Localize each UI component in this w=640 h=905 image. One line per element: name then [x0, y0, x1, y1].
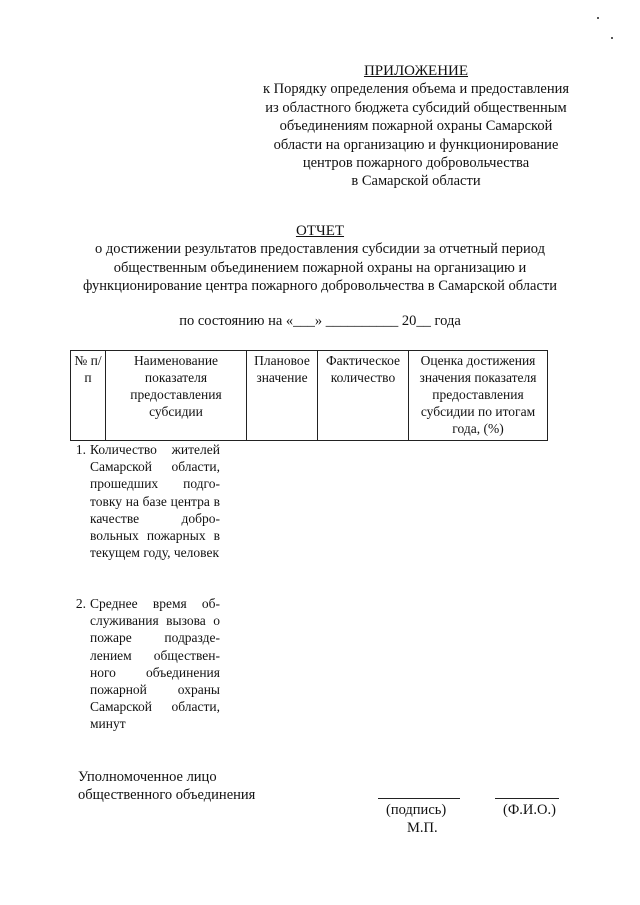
- row-indicator-name: Среднее время об-служивания вызова о пожаре подразде-лением обществен-ного объединения пожарной охраны Самарской области, минут: [90, 596, 220, 732]
- appendix-block: [248, 62, 584, 191]
- report-subtitle-line: о достижении результатов предоставления субсидии за отчетный период: [95, 241, 545, 258]
- appendix-line: к Порядку определения объема и предоставления: [262, 81, 570, 98]
- header-actual-count: Фактическое количество: [318, 351, 409, 441]
- table-row: [60, 441, 260, 581]
- authorized-line: Уполномоченное лицо: [78, 769, 217, 785]
- authorized-line: общественного объединения: [78, 787, 256, 803]
- header-achievement-estimate: Оценка достижения значения показателя предоставления субсидии по итогам года, (%): [409, 351, 548, 441]
- table-row: [60, 595, 260, 735]
- stamp-caption: М.П.: [407, 820, 438, 836]
- row-number: 2.: [75, 596, 86, 611]
- appendix-line: объединениям пожарной охраны Самарской: [279, 118, 553, 135]
- appendix-line: области на организацию и функционирование: [273, 136, 559, 153]
- signature-caption: (подпись): [386, 802, 447, 818]
- row-number: 1.: [75, 442, 86, 457]
- name-line: [495, 798, 559, 799]
- report-subtitle-line: функционирование центра пожарного добровольчества в Самарской области: [83, 278, 557, 295]
- authorized-person-label: [78, 768, 318, 804]
- scan-speck: [597, 17, 599, 19]
- scan-speck: [611, 37, 613, 39]
- report-subtitle-line: общественным объединением пожарной охраны на организацию и: [113, 259, 527, 276]
- appendix-line: центров пожарного добровольчества: [302, 155, 530, 172]
- header-planned-value: Плановое значение: [247, 351, 318, 441]
- row-indicator-name: Количество жителей Самарской области, прошедших подго-товку на базе центра в качестве добро-вольных пожарных в текущем году, человек: [90, 442, 220, 561]
- header-indicator-name: Наименование показателя предоставления субсидии: [106, 351, 247, 441]
- appendix-line: в Самарской области: [351, 173, 481, 190]
- header-number: № п/п: [71, 351, 106, 441]
- signature-line: [378, 798, 460, 799]
- as-of-date-line: по состоянию на «___» __________ 20__ года: [179, 313, 461, 329]
- appendix-heading: ПРИЛОЖЕНИЕ: [363, 63, 469, 79]
- report-heading-block: [40, 222, 600, 296]
- indicator-table-header: [70, 350, 548, 441]
- appendix-line: из областного бюджета субсидий общественным: [265, 99, 567, 116]
- report-title: ОТЧЕТ: [295, 223, 345, 239]
- name-caption: (Ф.И.О.): [503, 802, 556, 818]
